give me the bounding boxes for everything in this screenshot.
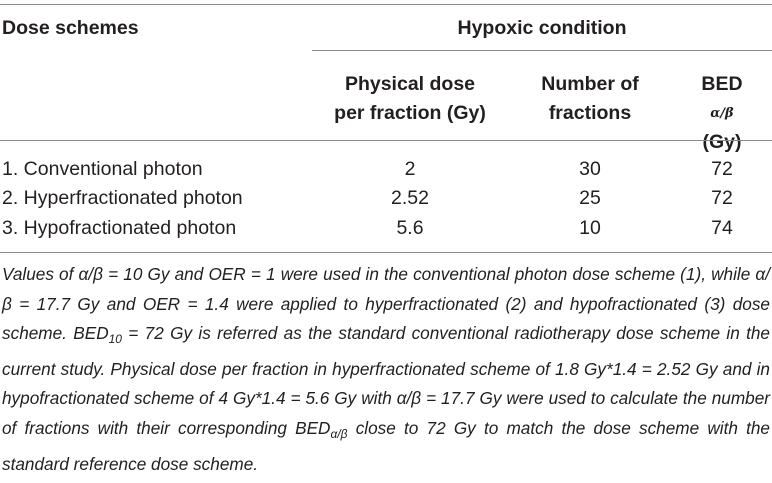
header-hypoxic-condition: Hypoxic condition: [457, 17, 627, 39]
table-top-rule: [0, 4, 772, 5]
footnote-part1: Values of α/β = 10 Gy and OER = 1 were used in the conventional photon dose scheme (1), while α/β = 17.7 Gy and OER = 1.4 were applied to hyperfractionated (2) and hypofractionated (3) dose scheme. BED: [2, 264, 770, 344]
header-bed-main: BED: [701, 73, 743, 95]
header-number-line2: fractions: [548, 102, 632, 124]
row-bed: 72: [711, 158, 733, 180]
footnote-part3: close to 72 Gy to match the dose scheme with the standard reference dose scheme.: [2, 417, 770, 474]
row-physical-dose: 2: [404, 158, 416, 180]
header-number-of-fractions: [520, 70, 660, 128]
header-bed-line1: [672, 70, 772, 128]
hypoxic-span-rule: [312, 50, 772, 51]
footnote-subscript-10: 10: [108, 332, 122, 347]
row-scheme: 2. Hyperfractionated photon: [2, 187, 243, 209]
row-bed: 72: [711, 187, 733, 209]
table-row: [0, 154, 772, 184]
row-scheme: 1. Conventional photon: [2, 158, 203, 180]
row-fractions: 25: [579, 187, 601, 209]
header-physical-dose: [312, 70, 508, 128]
table-row: [0, 183, 772, 213]
footnote-part2: = 72 Gy is referred as the standard conventional radiotherapy dose scheme in the current study. Physical dose per fraction in hyperfractionated scheme of 1.8 Gy*1.4 = 2.52 Gy and in hypofractionated scheme of 4 Gy*1.4 = 5.6 Gy with α/β = 17.7 Gy were used to calculate the number of fractions with their corresponding BED: [2, 323, 770, 438]
row-scheme: 3. Hypofractionated photon: [2, 217, 237, 239]
table-footnote: [2, 260, 770, 479]
row-fractions: 30: [579, 158, 601, 180]
header-bed-unit: (Gy): [702, 131, 742, 153]
header-physical-dose-line2: per fraction (Gy): [334, 102, 486, 124]
row-bed: 74: [711, 217, 733, 239]
footnote-subscript-alpha-beta: α/β: [330, 426, 348, 441]
table-bottom-rule: [0, 252, 772, 253]
header-physical-dose-line1: Physical dose: [344, 73, 476, 95]
header-bottom-rule: [0, 140, 772, 141]
row-fractions: 10: [579, 217, 601, 239]
header-dose-schemes: Dose schemes: [2, 17, 139, 39]
header-number-line1: Number of: [541, 73, 639, 95]
table-row: [0, 213, 772, 243]
row-physical-dose: 2.52: [391, 187, 429, 209]
header-bed-subscript: α/β: [710, 106, 734, 121]
header-bed: [672, 70, 772, 157]
row-physical-dose: 5.6: [396, 217, 424, 239]
